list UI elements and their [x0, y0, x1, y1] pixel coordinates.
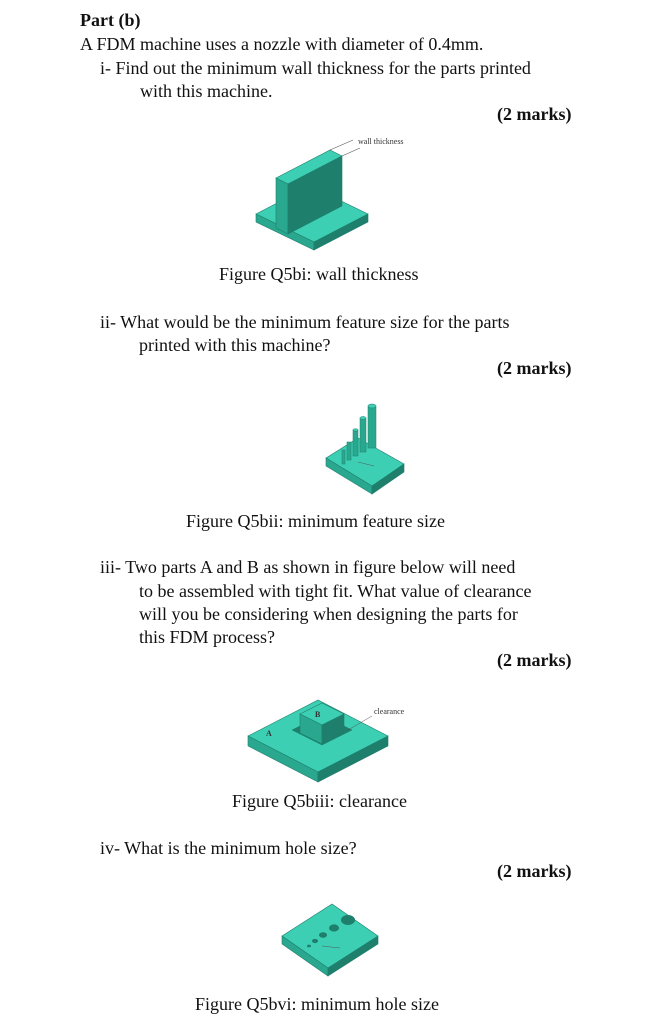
q1-marks: (2 marks) [497, 104, 572, 124]
q2-line1: ii- What would be the minimum feature size for the parts [100, 312, 510, 332]
q2-line2: printed with this machine? [139, 335, 331, 355]
part-b-label: B [315, 710, 321, 719]
part-a-label: A [266, 729, 272, 738]
feature-size-figure [318, 398, 418, 500]
figure-q5bvi-caption: Figure Q5bvi: minimum hole size [195, 994, 439, 1014]
q4-marks: (2 marks) [497, 861, 572, 881]
clearance-figure [244, 694, 424, 786]
q3-marks: (2 marks) [497, 650, 572, 670]
wall-thickness-figure [248, 130, 428, 252]
q1-line2: with this machine. [140, 81, 273, 101]
figure-q5bii-caption: Figure Q5bii: minimum feature size [186, 511, 445, 531]
q3-line1: iii- Two parts A and B as shown in figure below will need [100, 557, 516, 577]
figure-q5bi-caption: Figure Q5bi: wall thickness [219, 264, 419, 284]
q2-marks: (2 marks) [497, 358, 572, 378]
q3-line4: this FDM process? [139, 627, 275, 647]
q3-line2: to be assembled with tight fit. What value of clearance [139, 581, 532, 601]
intro-text: A FDM machine uses a nozzle with diameter of 0.4mm. [80, 34, 484, 54]
wall-thickness-label: wall thickness [358, 137, 404, 146]
clearance-label: clearance [374, 707, 405, 716]
hole-size-figure [278, 896, 382, 980]
part-title: Part (b) [80, 10, 141, 30]
figure-q5biii-caption: Figure Q5biii: clearance [232, 791, 407, 811]
q1-line1: i- Find out the minimum wall thickness for the parts printed [100, 58, 531, 78]
q4-line1: iv- What is the minimum hole size? [100, 838, 357, 858]
q3-line3: will you be considering when designing the parts for [139, 604, 518, 624]
